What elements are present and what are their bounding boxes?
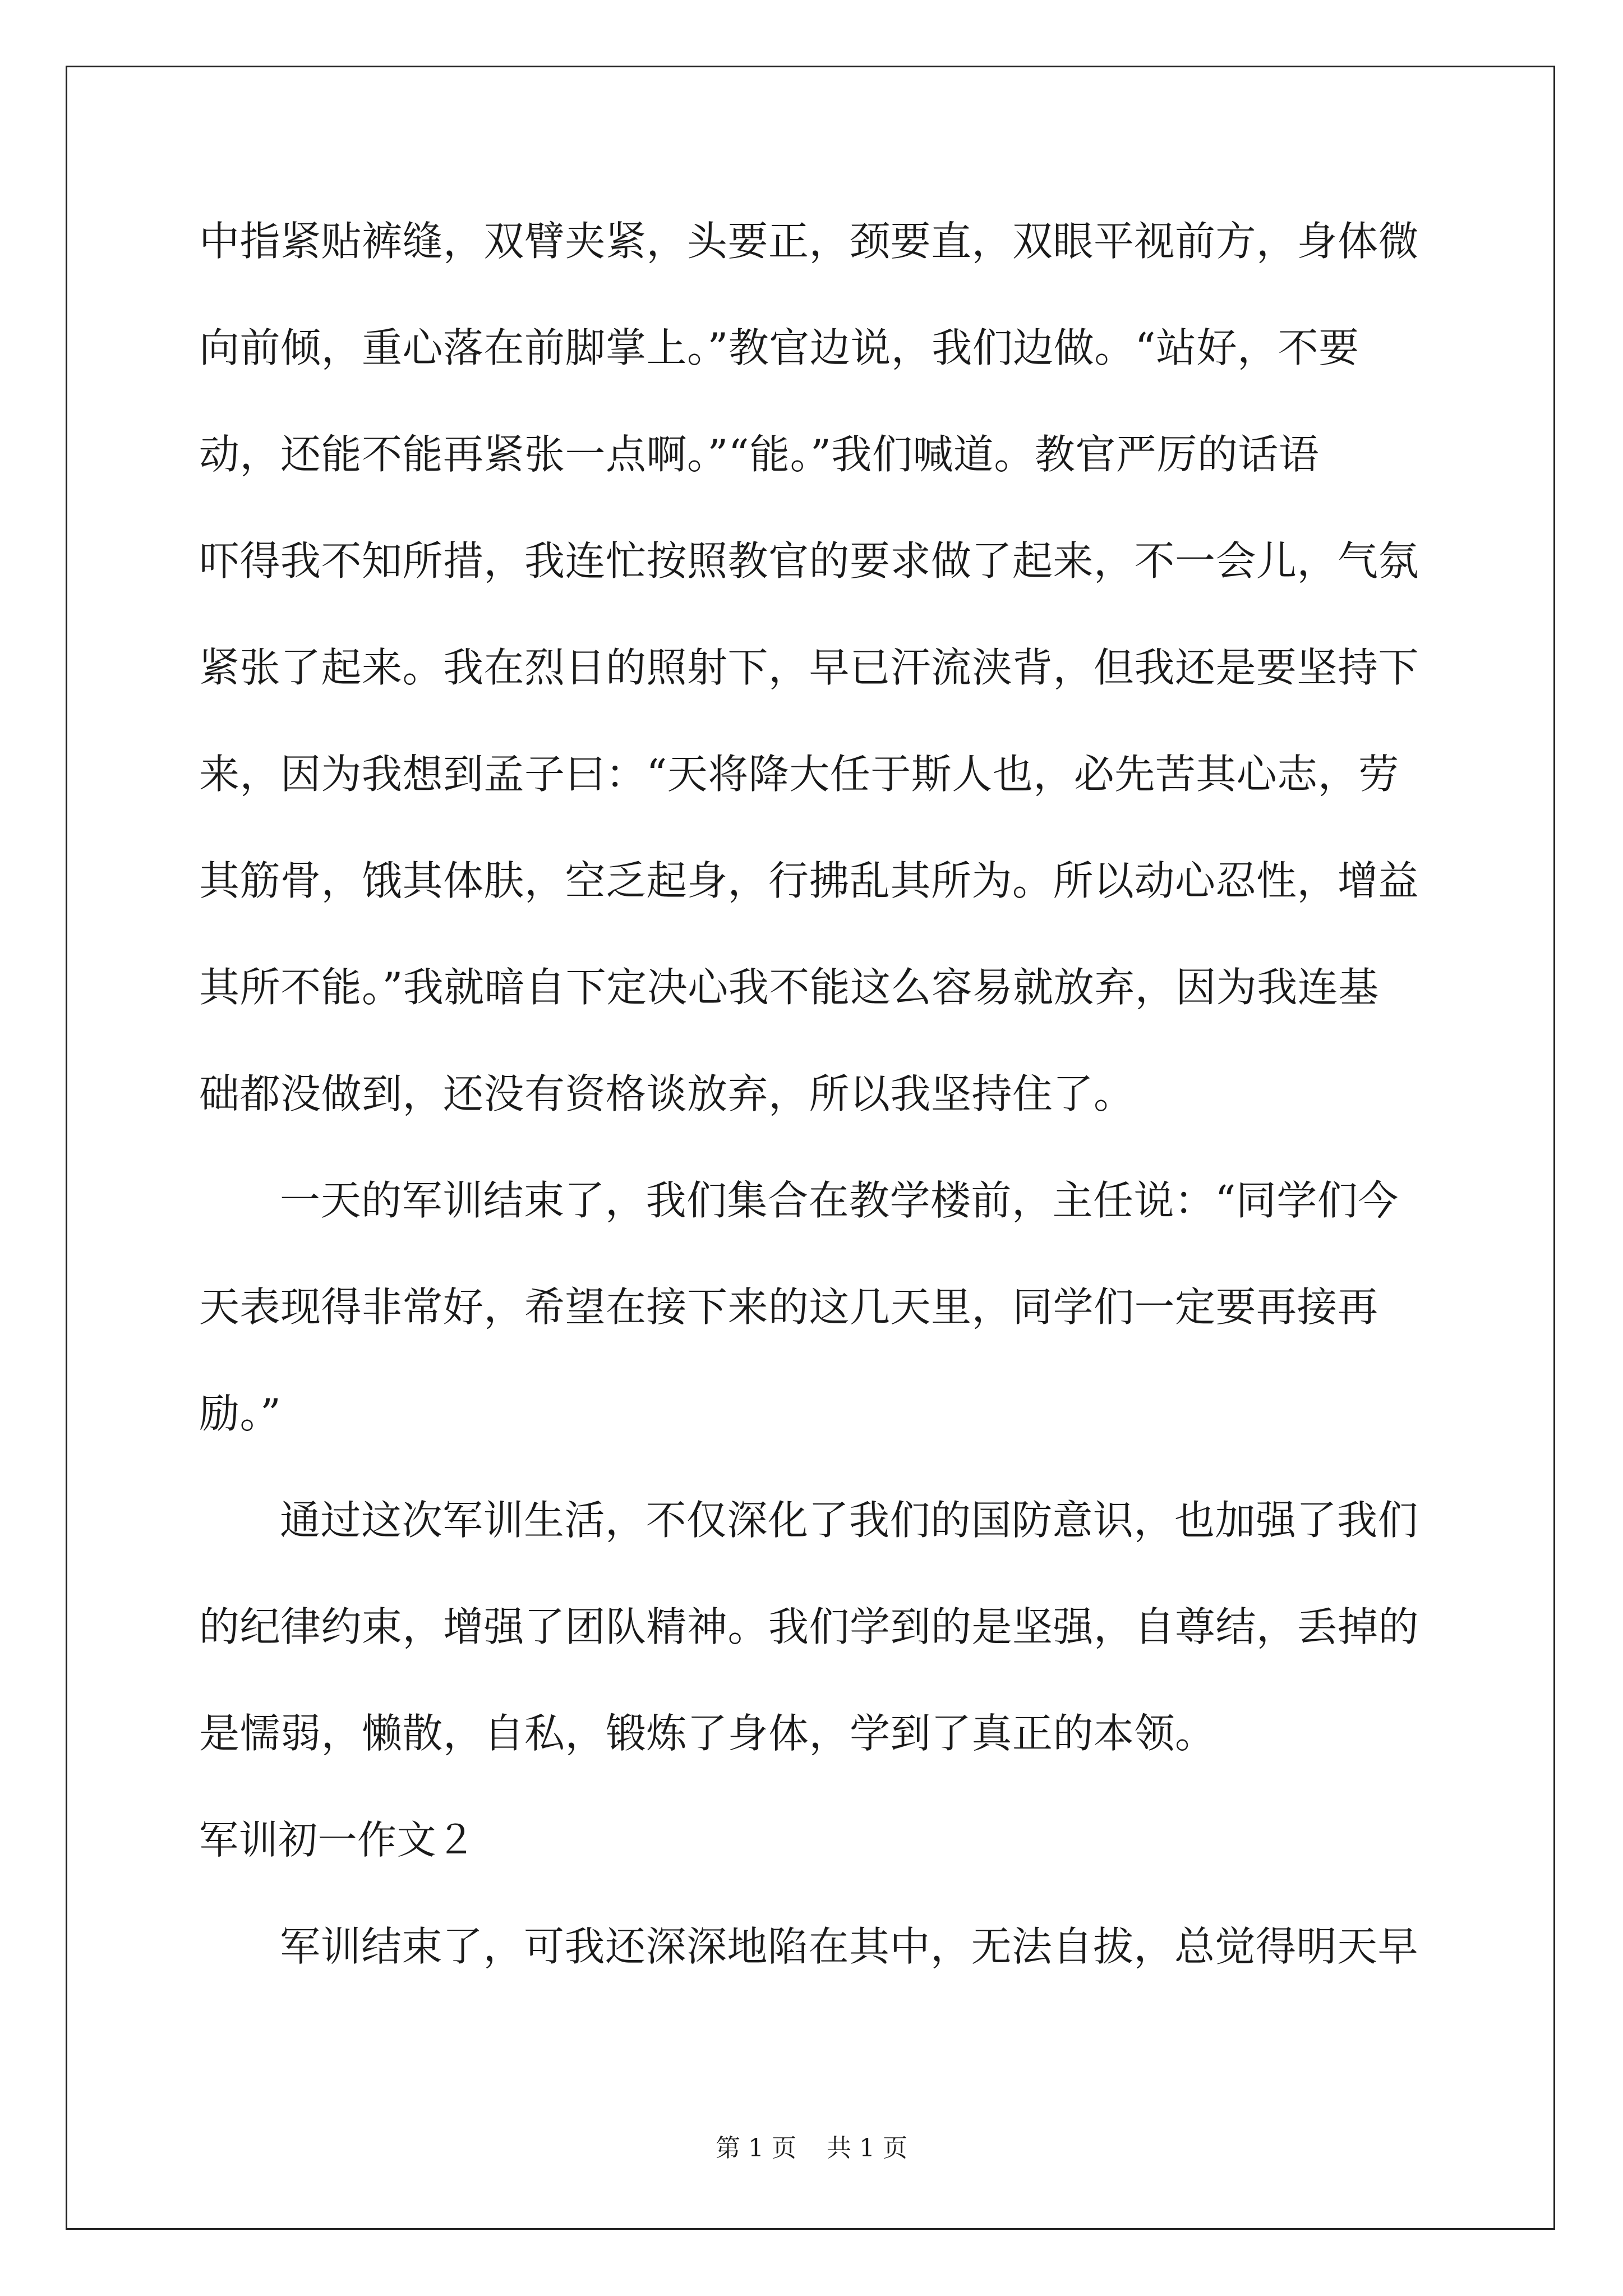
text-line: 紧张了起来。我在烈日的照射下，早已汗流浃背，但我还是要坚持下	[199, 644, 1419, 691]
text-line: 础都没做到，还没有资格谈放弃，所以我坚持住了。	[199, 1070, 1135, 1117]
text-line: 其筋骨，饿其体肤，空乏起身，行拂乱其所为。所以动心忍性，增益	[199, 857, 1419, 904]
text-line: 军训结束了，可我还深深地陷在其中，无法自拔，总觉得明天早	[280, 1923, 1419, 1970]
section-heading	[199, 1812, 1427, 1868]
text-line: 天表现得非常好，希望在接下来的这几天里，同学们一定要再接再	[199, 1283, 1378, 1331]
page-number: 第 1 页	[716, 2134, 796, 2162]
text-line: 的纪律约束，增强了团队精神。我们学到的是坚强，自尊结，丢掉的	[199, 1603, 1419, 1650]
text-line: 向前倾，重心落在前脚掌上。”教官边说，我们边做。“站好，不要	[199, 324, 1359, 371]
heading-text: 军训初一作文２	[199, 1817, 476, 1863]
text-line: 动，还能不能再紧张一点啊。”“能。”我们喊道。教官严厉的话语	[199, 431, 1320, 478]
paragraph-1	[199, 213, 1427, 1122]
paragraph-4	[199, 1918, 1427, 1975]
text-line: 一天的军训结束了，我们集合在教学楼前，主任说：“同学们今	[280, 1177, 1399, 1224]
text-line: 吓得我不知所措，我连忙按照教官的要求做了起来，不一会儿，气氛	[199, 537, 1419, 585]
text-line: 励。”	[199, 1390, 282, 1437]
page-footer	[0, 2132, 1623, 2165]
text-line: 是懦弱，懒散，自私，锻炼了身体，学到了真正的本领。	[199, 1710, 1216, 1757]
text-line: 通过这次军训生活，不仅深化了我们的国防意识，也加强了我们	[280, 1497, 1419, 1544]
text-line: 来，因为我想到孟子曰：“天将降大任于斯人也，必先苦其心志，劳	[199, 751, 1399, 798]
paragraph-2	[199, 1172, 1427, 1442]
page-total: 共 1 页	[827, 2134, 907, 2162]
text-line: 中指紧贴裤缝，双臂夹紧，头要正，颈要直，双眼平视前方，身体微	[199, 218, 1419, 265]
text-line: 其所不能。”我就暗自下定决心我不能这么容易就放弃，因为我连基	[199, 964, 1379, 1011]
paragraph-3	[199, 1492, 1427, 1761]
document-body	[199, 213, 1427, 1975]
